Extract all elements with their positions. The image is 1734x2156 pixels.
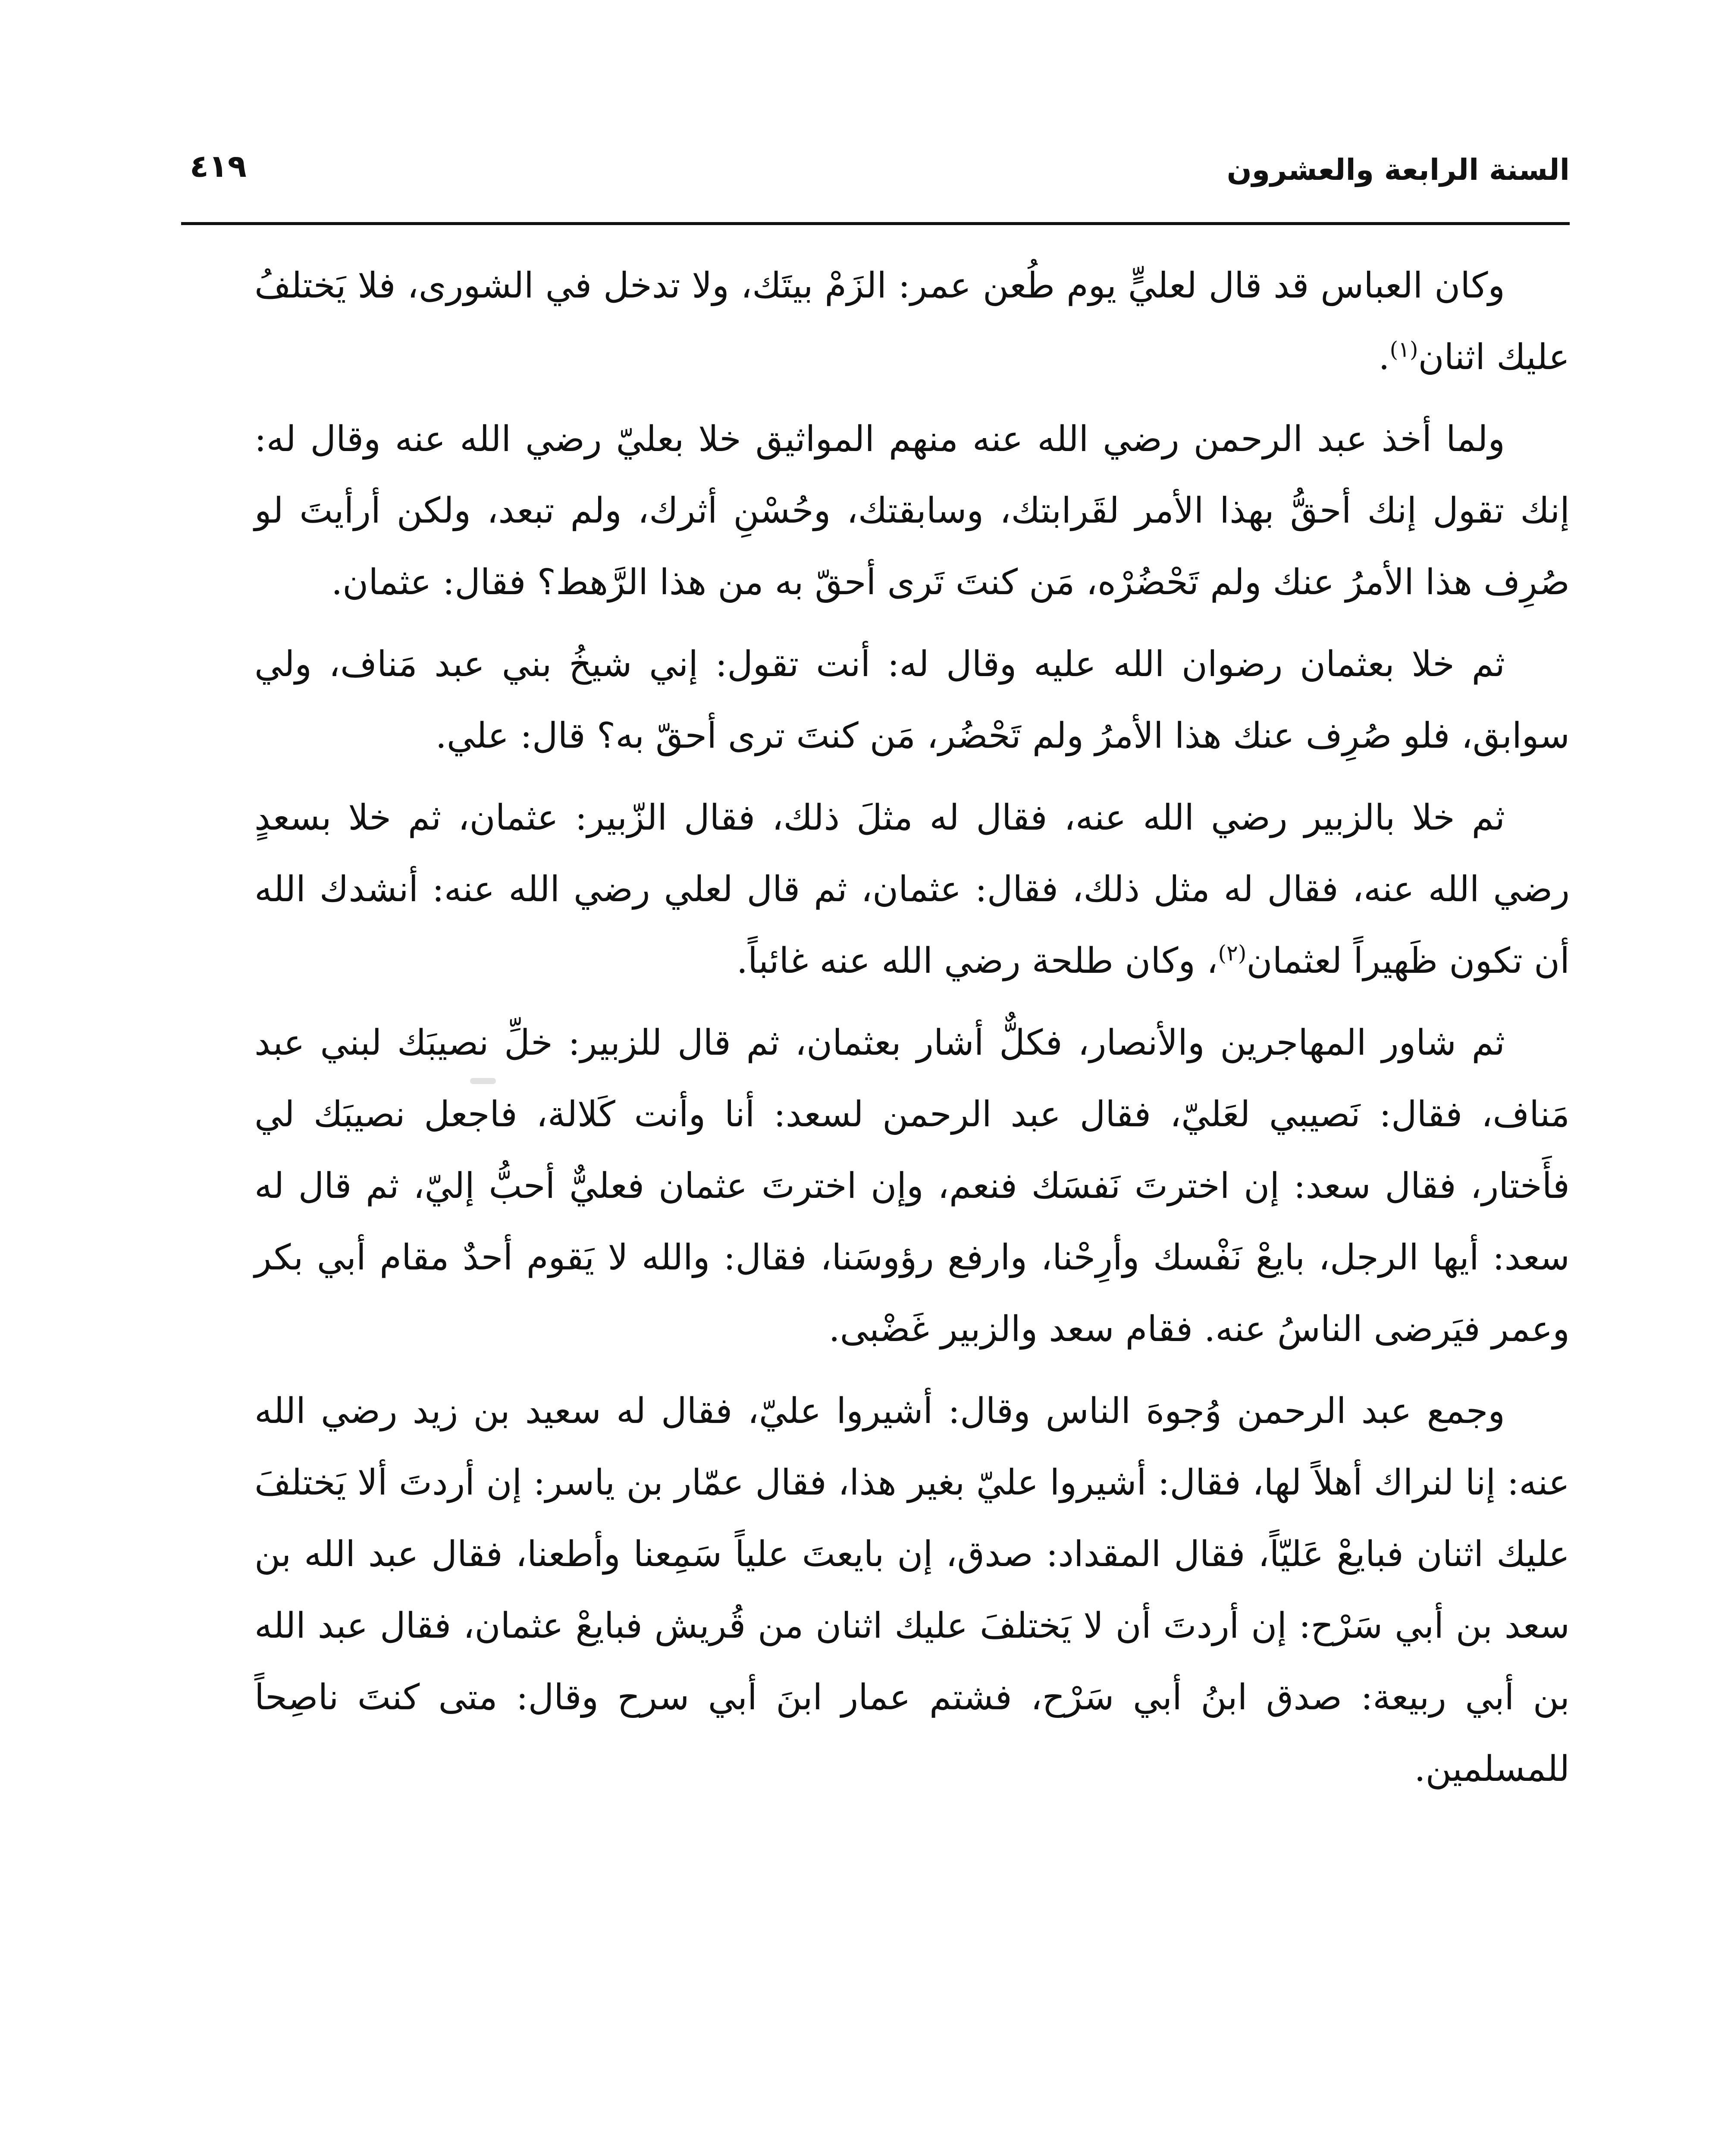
page-number: ٤١٩ — [190, 148, 247, 184]
paragraph — [254, 629, 1570, 772]
footnote-ref: (٢) — [1218, 940, 1247, 966]
paragraph-text: وكان العباس قد قال لعليٍّ يوم طُعن عمر: الزَمْ بيتَك، ولا تدخل في الشورى، فلا يَختلفُ عليك اثنان — [254, 265, 1570, 378]
footnote-ref: (١) — [1389, 337, 1418, 362]
paragraph-text: ثم خلا بالزبير رضي الله عنه، فقال له مثلَ ذلك، فقال الزّبير: عثمان، ثم خلا بسعدٍ رضي الله عنه، فقال له مثل ذلك، فقال: عثمان، ثم قال لعلي رضي الله عنه: أنشدك الله أن تكون ظَهيراً لعثمان — [254, 797, 1570, 981]
paragraph — [254, 1007, 1570, 1365]
scan-mark — [470, 1078, 496, 1084]
paragraph-tail: ، وكان طلحة رضي الله عنه غائباً. — [736, 940, 1218, 981]
page-header — [181, 129, 1570, 216]
header-rule — [181, 222, 1570, 225]
body-text — [254, 250, 1570, 1815]
running-title: السنة الرابعة والعشرون — [1226, 153, 1570, 187]
paragraph-text: ثم خلا بعثمان رضوان الله عليه وقال له: أنت تقول: إني شيخُ بني عبد مَناف، ولي سوابق، فلو صُرِف عنك هذا الأمرُ ولم تَحْضُر، مَن كنتَ ترى أحقّ به؟ قال: علي. — [254, 644, 1570, 756]
paragraph — [254, 250, 1570, 393]
paragraph-text: وجمع عبد الرحمن وُجوهَ الناس وقال: أشيروا عليّ، فقال له سعيد بن زيد رضي الله عنه: إنا لنراك أهلاً لها، فقال: أشيروا عليّ بغير هذا، فقال عمّار بن ياسر: إن أردتَ ألا يَختلفَ عليك اثنان فبايعْ عَليّاً، فقال المقداد: صدق، إن بايعتَ علياً سَمِعنا وأطعنا، فقال عبد الله بن سعد بن أبي سَرْح: إن أردتَ أن لا يَختلفَ عليك اثنان من قُريش فبايعْ عثمان، فقال عبد الله بن أبي ربيعة: صدق ابنُ أبي سَرْح، فشتم عمار ابنَ أبي سرح وقال: متى كنتَ ناصِحاً للمسلمين. — [254, 1391, 1570, 1789]
paragraph-text: ثم شاور المهاجرين والأنصار، فكلٌّ أشار بعثمان، ثم قال للزبير: خلِّ نصيبَك لبني عبد مَناف، فقال: نَصيبي لعَليّ، فقال عبد الرحمن لسعد: أنا وأنت كَلالة، فاجعل نصيبَك لي فأَختار، فقال سعد: إن اخترتَ نَفسَك فنعم، وإن اخترتَ عثمان فعليٌّ أحبُّ إليّ، ثم قال له سعد: أيها الرجل، بايعْ نَفْسك وأرِحْنا، وارفع رؤوسَنا، فقال: والله لا يَقوم أحدٌ مقام أبي بكر وعمر فيَرضى الناسُ عنه. فقام سعد والزبير غَضْبى. — [254, 1022, 1570, 1350]
paragraph — [254, 782, 1570, 997]
paragraph — [254, 1376, 1570, 1805]
paragraph-text: ولما أخذ عبد الرحمن رضي الله عنه منهم المواثيق خلا بعليّ رضي الله عنه وقال له: إنك تقول إنك أحقُّ بهذا الأمر لقَرابتك، وسابقتك، وحُسْنِ أثرك، ولم تبعد، ولكن أرأيتَ لو صُرِف هذا الأمرُ عنك ولم تَحْضُرْه، مَن كنتَ تَرى أحقّ به من هذا الرَّهط؟ فقال: عثمان. — [254, 419, 1570, 603]
paragraph-tail: . — [1378, 337, 1390, 378]
paragraph — [254, 404, 1570, 618]
